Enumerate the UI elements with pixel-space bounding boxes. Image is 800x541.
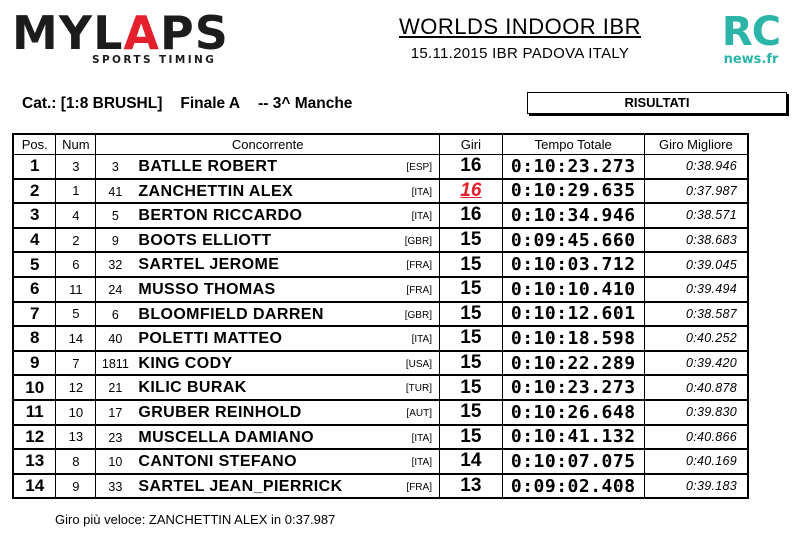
nationality: [GBR] <box>404 309 432 321</box>
table-row <box>13 474 748 499</box>
total-time-cell: 0:10:23.273 <box>502 375 644 400</box>
best-lap-cell: 0:38.946 <box>644 154 748 179</box>
rcnews-logo <box>712 9 790 68</box>
competitor-cell <box>96 400 440 425</box>
category-label: Cat.: [1:8 BRUSHL] <box>22 95 163 112</box>
competitor-cell <box>96 425 440 450</box>
driver-name: BATLLE ROBERT <box>138 157 278 175</box>
competitor-cell <box>96 277 440 302</box>
kart-number: 41 <box>108 184 123 199</box>
table-row <box>13 302 748 327</box>
position-cell: 1 <box>13 154 56 179</box>
competitor-cell <box>96 154 440 179</box>
kart-number: 40 <box>108 332 123 347</box>
laps-cell: 13 <box>439 474 502 499</box>
total-time-cell: 0:10:23.273 <box>502 154 644 179</box>
driver-name: KING CODY <box>138 354 233 372</box>
rcnews-logo-text: RC <box>721 9 781 55</box>
best-lap-cell: 0:39.420 <box>644 351 748 376</box>
laps-cell: 16 <box>439 179 502 204</box>
mylaps-logo <box>12 8 252 70</box>
table-row <box>13 277 748 302</box>
laps-cell: 15 <box>439 425 502 450</box>
header-best: Giro Migliore <box>644 134 748 154</box>
rcnews-logo-subtitle: news.fr <box>723 52 779 67</box>
results-table <box>12 133 749 499</box>
kart-number: 17 <box>108 405 123 420</box>
table-header-row <box>13 134 748 154</box>
number-cell: 4 <box>56 203 96 228</box>
best-lap-cell: 0:39.045 <box>644 252 748 277</box>
laps-cell: 15 <box>439 277 502 302</box>
position-cell: 7 <box>13 302 56 327</box>
number-cell: 10 <box>56 400 96 425</box>
number-cell: 14 <box>56 326 96 351</box>
header-concorrente: Concorrente <box>96 134 440 154</box>
total-time-cell: 0:10:22.289 <box>502 351 644 376</box>
best-lap-cell: 0:38.683 <box>644 228 748 253</box>
number-cell: 6 <box>56 252 96 277</box>
total-time-cell: 0:10:18.598 <box>502 326 644 351</box>
kart-number: 21 <box>108 381 123 396</box>
laps-cell: 15 <box>439 400 502 425</box>
header-pos: Pos. <box>13 134 56 154</box>
driver-name: KILIC BURAK <box>138 379 247 397</box>
nationality: [TUR] <box>405 383 432 395</box>
laps-cell: 15 <box>439 228 502 253</box>
table-row <box>13 400 748 425</box>
driver-name: MUSSO THOMAS <box>138 280 276 298</box>
position-cell: 14 <box>13 474 56 499</box>
header-tempo: Tempo Totale <box>502 134 644 154</box>
position-cell: 4 <box>13 228 56 253</box>
number-cell: 7 <box>56 351 96 376</box>
nationality: [ITA] <box>411 457 432 469</box>
driver-name: MUSCELLA DAMIANO <box>138 428 314 446</box>
competitor-cell <box>96 375 440 400</box>
kart-number: 6 <box>111 307 119 322</box>
total-time-cell: 0:10:07.075 <box>502 449 644 474</box>
driver-name: POLETTI MATTEO <box>138 330 283 348</box>
event-subtitle: 15.11.2015 IBR PADOVA ITALY <box>410 45 630 62</box>
position-cell: 2 <box>13 179 56 204</box>
best-lap-cell: 0:39.183 <box>644 474 748 499</box>
heat-label: -- 3^ Manche <box>258 95 353 112</box>
best-lap-cell: 0:38.587 <box>644 302 748 327</box>
nationality: [ITA] <box>411 432 432 444</box>
table-row <box>13 375 748 400</box>
position-cell: 9 <box>13 351 56 376</box>
table-row <box>13 351 748 376</box>
number-cell: 11 <box>56 277 96 302</box>
position-cell: 12 <box>13 425 56 450</box>
best-lap-cell: 0:40.169 <box>644 449 748 474</box>
best-lap-cell: 0:38.571 <box>644 203 748 228</box>
laps-cell: 15 <box>439 302 502 327</box>
kart-number: 32 <box>108 258 123 273</box>
nationality: [FRA] <box>406 284 432 296</box>
nationality: [FRA] <box>406 481 432 493</box>
table-row <box>13 228 748 253</box>
kart-number: 9 <box>111 233 119 248</box>
best-lap-cell: 0:40.866 <box>644 425 748 450</box>
driver-name: SARTEL JEAN_PIERRICK <box>138 477 343 495</box>
nationality: [ITA] <box>411 186 432 198</box>
total-time-cell: 0:10:26.648 <box>502 400 644 425</box>
number-cell: 3 <box>56 154 96 179</box>
nationality: [FRA] <box>406 260 432 272</box>
results-body <box>13 154 748 498</box>
best-lap-cell: 0:39.494 <box>644 277 748 302</box>
best-lap-cell: 0:39.830 <box>644 400 748 425</box>
driver-name: GRUBER REINHOLD <box>138 403 302 421</box>
header-num: Num <box>56 134 96 154</box>
laps-cell: 15 <box>439 375 502 400</box>
race-info <box>22 95 370 113</box>
total-time-cell: 0:09:02.408 <box>502 474 644 499</box>
best-lap-cell: 0:37.987 <box>644 179 748 204</box>
mylaps-logo-text: MYLAPS <box>12 6 229 60</box>
table-row <box>13 179 748 204</box>
position-cell: 3 <box>13 203 56 228</box>
competitor-cell <box>96 474 440 499</box>
total-time-cell: 0:10:03.712 <box>502 252 644 277</box>
number-cell: 1 <box>56 179 96 204</box>
total-time-cell: 0:10:41.132 <box>502 425 644 450</box>
number-cell: 12 <box>56 375 96 400</box>
competitor-cell <box>96 179 440 204</box>
kart-number: 10 <box>108 455 123 470</box>
position-cell: 8 <box>13 326 56 351</box>
laps-cell: 15 <box>439 351 502 376</box>
kart-number: 23 <box>108 430 123 445</box>
best-lap-cell: 0:40.252 <box>644 326 748 351</box>
table-row <box>13 449 748 474</box>
mylaps-logo-subtitle: SPORTS TIMING <box>92 54 217 66</box>
position-cell: 13 <box>13 449 56 474</box>
position-cell: 11 <box>13 400 56 425</box>
position-cell: 10 <box>13 375 56 400</box>
kart-number: 3 <box>111 159 119 174</box>
laps-cell: 15 <box>439 252 502 277</box>
number-cell: 2 <box>56 228 96 253</box>
nationality: [ITA] <box>411 211 432 223</box>
nationality: [ESP] <box>406 161 432 173</box>
laps-cell: 16 <box>439 203 502 228</box>
driver-name: BOOTS ELLIOTT <box>138 231 272 249</box>
number-cell: 5 <box>56 302 96 327</box>
nationality: [GBR] <box>404 235 432 247</box>
position-cell: 5 <box>13 252 56 277</box>
table-row <box>13 425 748 450</box>
final-label: Finale A <box>180 95 241 112</box>
driver-name: BLOOMFIELD DARREN <box>138 305 324 323</box>
position-cell: 6 <box>13 277 56 302</box>
nationality: [ITA] <box>411 334 432 346</box>
competitor-cell <box>96 351 440 376</box>
driver-name: BERTON RICCARDO <box>138 207 303 225</box>
kart-number: 5 <box>111 209 119 224</box>
fastest-lap-note: Giro più veloce: ZANCHETTIN ALEX in 0:37.987 <box>55 512 336 527</box>
number-cell: 13 <box>56 425 96 450</box>
competitor-cell <box>96 203 440 228</box>
total-time-cell: 0:10:34.946 <box>502 203 644 228</box>
total-time-cell: 0:09:45.660 <box>502 228 644 253</box>
competitor-cell <box>96 302 440 327</box>
best-lap-cell: 0:40.878 <box>644 375 748 400</box>
driver-name: SARTEL JEROME <box>138 256 280 274</box>
nationality: [USA] <box>405 358 432 370</box>
number-cell: 8 <box>56 449 96 474</box>
competitor-cell <box>96 228 440 253</box>
total-time-cell: 0:10:12.601 <box>502 302 644 327</box>
results-box: RISULTATI <box>527 92 787 114</box>
table-row <box>13 154 748 179</box>
driver-name: CANTONI STEFANO <box>138 453 297 471</box>
laps-cell: 16 <box>439 154 502 179</box>
table-row <box>13 252 748 277</box>
table-row <box>13 326 748 351</box>
competitor-cell <box>96 252 440 277</box>
header-giri: Giri <box>439 134 502 154</box>
kart-number: 33 <box>108 479 123 494</box>
total-time-cell: 0:10:29.635 <box>502 179 644 204</box>
laps-cell: 14 <box>439 449 502 474</box>
laps-cell: 15 <box>439 326 502 351</box>
driver-name: ZANCHETTIN ALEX <box>138 182 294 200</box>
competitor-cell <box>96 449 440 474</box>
competitor-cell <box>96 326 440 351</box>
kart-number: 1811 <box>101 356 129 371</box>
nationality: [AUT] <box>406 407 432 419</box>
kart-number: 24 <box>108 282 123 297</box>
table-row <box>13 203 748 228</box>
event-title: WORLDS INDOOR IBR <box>399 14 641 39</box>
total-time-cell: 0:10:10.410 <box>502 277 644 302</box>
number-cell: 9 <box>56 474 96 499</box>
